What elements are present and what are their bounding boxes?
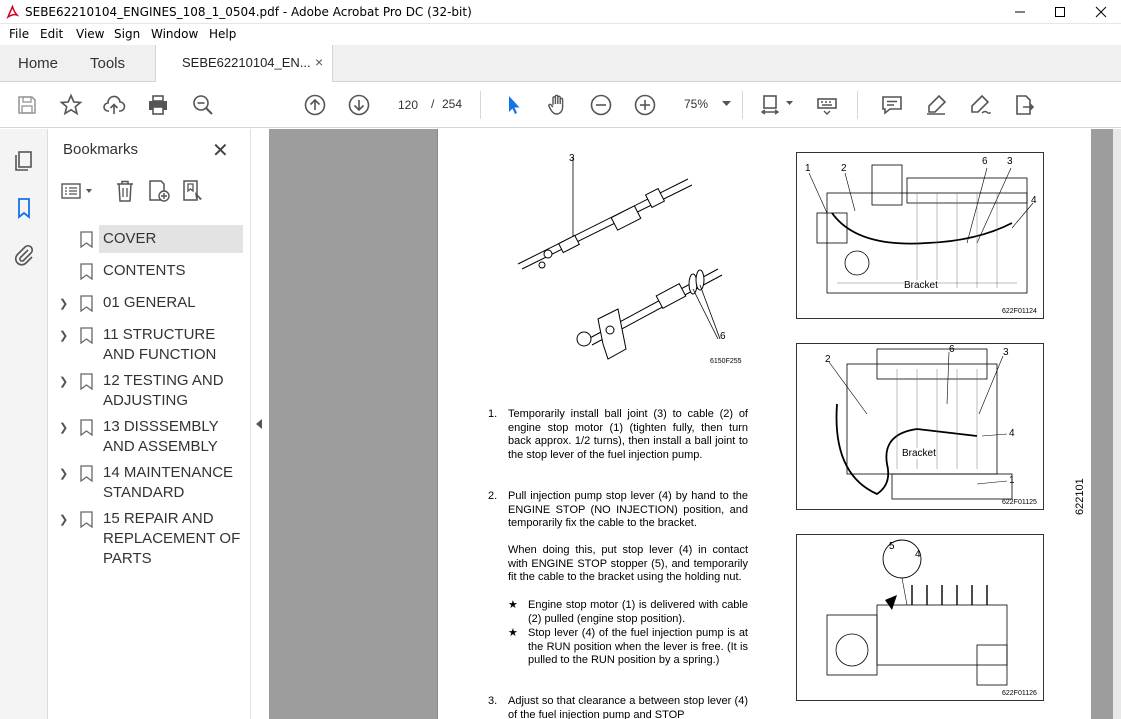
bookmark-icon [80, 295, 93, 312]
callout-6: 6 [720, 331, 726, 342]
chevron-down-icon[interactable] [722, 101, 731, 107]
figure-engine-side [796, 152, 1044, 319]
callout-2: 2 [825, 354, 831, 365]
step-number: 1. [488, 408, 498, 420]
highlighter-icon [924, 93, 948, 117]
callout-3: 3 [1003, 347, 1009, 358]
hand-icon [545, 93, 569, 117]
pointer-icon [501, 93, 525, 117]
page-separator: / [431, 97, 435, 111]
menu-edit[interactable]: Edit [40, 27, 64, 41]
callout-4: 4 [1031, 195, 1037, 206]
comment-button[interactable] [879, 92, 905, 118]
zoom-level[interactable]: 75% [684, 97, 709, 111]
panel-splitter[interactable] [250, 129, 269, 719]
collapse-panel-arrow-icon[interactable] [256, 419, 262, 429]
bookmarks-icon[interactable] [12, 196, 36, 220]
callout-6: 6 [982, 156, 988, 167]
bookmark-label: 11 STRUCTURE AND FUNCTION [103, 326, 217, 363]
keyboard-button[interactable] [814, 92, 840, 118]
previous-page-button[interactable] [302, 92, 328, 118]
toolbar-divider [480, 91, 481, 119]
figure-engine-front [796, 343, 1044, 510]
upload-button[interactable] [101, 92, 127, 118]
bookmark-icon [80, 465, 93, 482]
bookmark-star-button[interactable] [58, 92, 84, 118]
note-star-icon: ★ [508, 627, 518, 639]
toolbar-divider [742, 91, 743, 119]
menu-file[interactable]: File [9, 27, 30, 41]
navigation-rail [0, 129, 48, 719]
bookmarks-panel [49, 129, 250, 719]
callout-3: 3 [569, 153, 575, 164]
note-text: Stop lever (4) of the fuel injection pump is at the RUN position when the lever is free. (It is pulled to the RUN position by a spring.) [528, 627, 748, 666]
menu-bar [0, 24, 1121, 45]
page-number-input[interactable]: 120 [390, 94, 426, 116]
pdf-page [437, 129, 1091, 719]
bookmark-icon [80, 373, 93, 390]
sign-button[interactable] [967, 92, 993, 118]
bookmark-icon [80, 263, 93, 280]
title-bar [0, 0, 1121, 24]
tab-home[interactable]: Home [18, 55, 59, 72]
zoom-out-search-icon [191, 93, 215, 117]
figure-caption: 6150F255 [710, 358, 742, 365]
next-page-button[interactable] [346, 92, 372, 118]
save-icon [15, 93, 39, 117]
step-text: Pull injection pump stop lever (4) by hand to the ENGINE STOP (NO INJECTION) position, and temporarily fix the cable to the bracket. [508, 490, 748, 529]
menu-help[interactable]: Help [209, 27, 237, 41]
note-text: Engine stop motor (1) is delivered with cable (2) pulled (engine stop position). [528, 599, 748, 625]
attachments-icon[interactable] [12, 243, 36, 267]
menu-sign[interactable]: Sign [114, 27, 141, 41]
note-star-icon: ★ [508, 599, 518, 611]
toolbar-divider [857, 91, 858, 119]
highlight-button[interactable] [923, 92, 949, 118]
print-button[interactable] [145, 92, 171, 118]
minus-circle-icon [589, 93, 613, 117]
arrow-down-circle-icon [347, 93, 371, 117]
zoom-search-button[interactable] [190, 92, 216, 118]
page-thumbnails-icon[interactable] [12, 149, 36, 173]
bracket-label: Bracket [904, 280, 938, 291]
step-text-detail: When doing this, put stop lever (4) in contact with ENGINE STOP stopper (5), and temporarily fit the cable to the bracket using the holding nut. [508, 544, 748, 583]
bookmark-icon [80, 231, 93, 248]
acrobat-icon [6, 5, 19, 19]
bookmark-label: 13 DISSSEMBLY AND ASSEMBLY [103, 418, 219, 455]
step-number: 3. [488, 695, 498, 707]
callout-1: 1 [805, 163, 811, 174]
bookmark-label: 01 GENERAL [103, 294, 196, 311]
comment-icon [880, 93, 904, 117]
document-viewer[interactable] [269, 129, 1121, 719]
chevron-down-icon[interactable] [786, 101, 793, 106]
zoom-in-button[interactable] [632, 92, 658, 118]
tab-bar [0, 45, 1121, 82]
callout-5: 5 [889, 541, 895, 552]
window-title: SEBE62210104_ENGINES_108_1_0504.pdf - Adobe Acrobat Pro DC (32-bit) [25, 5, 472, 19]
bookmark-icon [80, 419, 93, 436]
save-button[interactable] [14, 92, 40, 118]
figure-caption: 622F01124 [1002, 308, 1037, 315]
bookmark-label: COVER [103, 230, 157, 247]
plus-circle-icon [633, 93, 657, 117]
toolbar [0, 82, 1121, 128]
bookmark-label: 14 MAINTENANCE STANDARD [103, 464, 234, 501]
chevron-right-icon[interactable]: ❯ [59, 468, 69, 480]
bookmark-label: 12 TESTING AND ADJUSTING [103, 372, 224, 409]
callout-6: 6 [949, 344, 955, 355]
bookmark-label: 15 REPAIR AND REPLACEMENT OF PARTS [103, 510, 241, 567]
hand-tool-button[interactable] [544, 92, 570, 118]
close-window-button[interactable] [1081, 0, 1121, 24]
menu-view[interactable]: View [76, 27, 105, 41]
figure-injection-pump [796, 534, 1044, 701]
minimize-icon [1014, 6, 1026, 18]
page-fit-button[interactable] [758, 92, 784, 118]
step-number: 2. [488, 490, 498, 502]
export-pdf-icon [1012, 93, 1036, 117]
figure-caption: 622F01126 [1002, 690, 1037, 697]
print-icon [146, 93, 170, 117]
page-code: 622101 [1074, 478, 1086, 515]
document-tab-label: SEBE62210104_EN... [182, 55, 311, 70]
close-panel-button[interactable]: ✕ [212, 140, 229, 162]
tab-tools[interactable]: Tools [90, 55, 126, 72]
new-bookmark-icon[interactable] [147, 179, 171, 203]
callout-3: 3 [1007, 156, 1013, 167]
bookmark-icon [80, 511, 93, 528]
callout-2: 2 [841, 163, 847, 174]
bracket-label: Bracket [902, 448, 936, 459]
callout-1: 1 [1009, 475, 1015, 486]
arrow-up-circle-icon [303, 93, 327, 117]
panel-title: Bookmarks [63, 141, 139, 158]
chevron-right-icon[interactable]: ❯ [59, 298, 69, 310]
star-icon [59, 93, 83, 117]
zoom-out-button[interactable] [588, 92, 614, 118]
figure-caption: 622F01125 [1002, 499, 1037, 506]
keyboard-icon [815, 93, 839, 117]
chevron-right-icon[interactable]: ❯ [59, 330, 69, 342]
step-text: Temporarily install ball joint (3) to cable (2) of engine stop motor (1) (tighten fully, then turn back approx. 1/2 turns), then install a ball joint to the stop lever of the fuel injection pump. [508, 408, 748, 461]
chevron-right-icon[interactable]: ❯ [59, 422, 69, 434]
engine-drawing [797, 153, 1043, 318]
close-icon [1095, 6, 1107, 18]
tab-document[interactable] [155, 45, 333, 83]
select-tool-button[interactable] [500, 92, 526, 118]
bookmark-label: CONTENTS [103, 262, 186, 279]
callout-4: 4 [915, 549, 921, 560]
close-tab-button[interactable]: × [315, 54, 324, 70]
delete-bookmark-icon[interactable] [114, 179, 136, 203]
maximize-button[interactable] [1040, 0, 1080, 24]
bookmark-icon [80, 327, 93, 344]
fit-page-icon [759, 93, 783, 117]
export-button[interactable] [1011, 92, 1037, 118]
options-menu-icon[interactable] [61, 181, 95, 201]
step-text: Adjust so that clearance a between stop lever (4) of the fuel injection pump and STOP [508, 695, 748, 719]
vertical-scrollbar[interactable] [1113, 129, 1121, 719]
minimize-button[interactable] [1000, 0, 1040, 24]
cloud-upload-icon [102, 93, 126, 117]
bookmark-find-icon[interactable] [181, 179, 205, 203]
menu-window[interactable]: Window [151, 27, 199, 41]
chevron-right-icon[interactable]: ❯ [59, 376, 69, 388]
engine-drawing [797, 344, 1043, 509]
chevron-right-icon[interactable]: ❯ [59, 514, 69, 526]
pen-sign-icon [968, 93, 992, 117]
maximize-icon [1054, 6, 1066, 18]
total-pages: 254 [442, 97, 463, 111]
callout-4: 4 [1009, 428, 1015, 439]
